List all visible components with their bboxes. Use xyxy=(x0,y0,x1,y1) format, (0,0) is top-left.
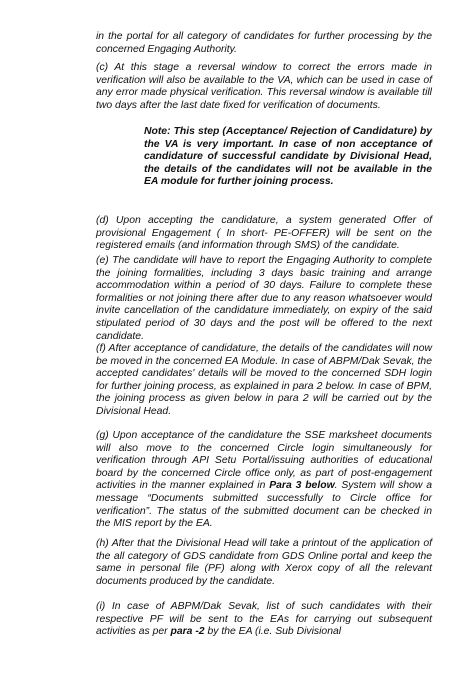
paragraph-f: (f) After acceptance of candidature, the details of the candidates will now be moved in the concerned EA Module. In case of ABPM/Dak Sevak, the accepted candidates' details will be moved to the concerned SDH login for further joining process, as explained in para 2 below. In case of BPM, the joining process as given below in para 2 will be carried out by the Divisional Head. xyxy=(96,343,432,417)
paragraph-i xyxy=(96,601,432,639)
paragraph-i-text: (i) In case of ABPM/Dak Sevak, list of such candidates with their respective PF will be sent to the EAs for carrying out subsequent activities as per xyxy=(96,601,432,638)
paragraph-e: (e) The candidate will have to report the Engaging Authority to complete the joining formalities, including 3 days basic training and arrange accommodation within a period of 30 days. Failure to complete these formalities or not joining there after due to any reason whatsoever would invite cancellation of the candidature immediately, on expiry of the said stipulated period of 30 days and the post will be offered to the next candidate. xyxy=(96,255,432,342)
paragraph-h: (h) After that the Divisional Head will take a printout of the application of the all category of GDS candidate from GDS Online portal and keep the same in personal file (PF) along with Xerox copy of all the relevant documents produced by the candidate. xyxy=(96,538,432,587)
paragraph-i-bold-ref: para -2 xyxy=(170,626,205,638)
paragraph-c: (c) At this stage a reversal window to correct the errors made in verification will also be available to the VA, which can be used in case of any error made physical verification. This reversal window is available till two days after the last date fixed for verification of documents. xyxy=(96,62,432,111)
paragraph-g-bold-ref: Para 3 below xyxy=(269,480,335,492)
note-block: Note: This step (Acceptance/ Rejection of Candidature) by the VA is very important. In case of non acceptance of candidature of successful candidate by Divisional Head, the details of the candidates will not be available in the EA module for further joining process. xyxy=(144,126,432,188)
paragraph-d: (d) Upon accepting the candidature, a system generated Offer of provisional Engagement ( In short- PE-OFFER) will be sent on the registered emails (and information through SMS) of the candidate. xyxy=(96,215,432,252)
paragraph-i-text-end: by the EA (i.e. Sub Divisional xyxy=(204,626,342,638)
paragraph-g xyxy=(96,430,432,531)
paragraph-g-text-end: . System will show a message “Documents submitted successfully to Circle office for verification”. The status of the submitted document can be checked in the MIS report by the EA. xyxy=(96,480,433,530)
paragraph-g-text: (g) Upon acceptance of the candidature the SSE marksheet documents will also move to the concerned Circle login simultaneously for verification through API Setu Portal/issuing authorities of educational board by the concerned Circle office only, as part of post-engagement activities in the manner explained in xyxy=(96,430,432,492)
paragraph-continuation: in the portal for all category of candidates for further processing by the concerned Engaging Authority. xyxy=(96,31,432,55)
